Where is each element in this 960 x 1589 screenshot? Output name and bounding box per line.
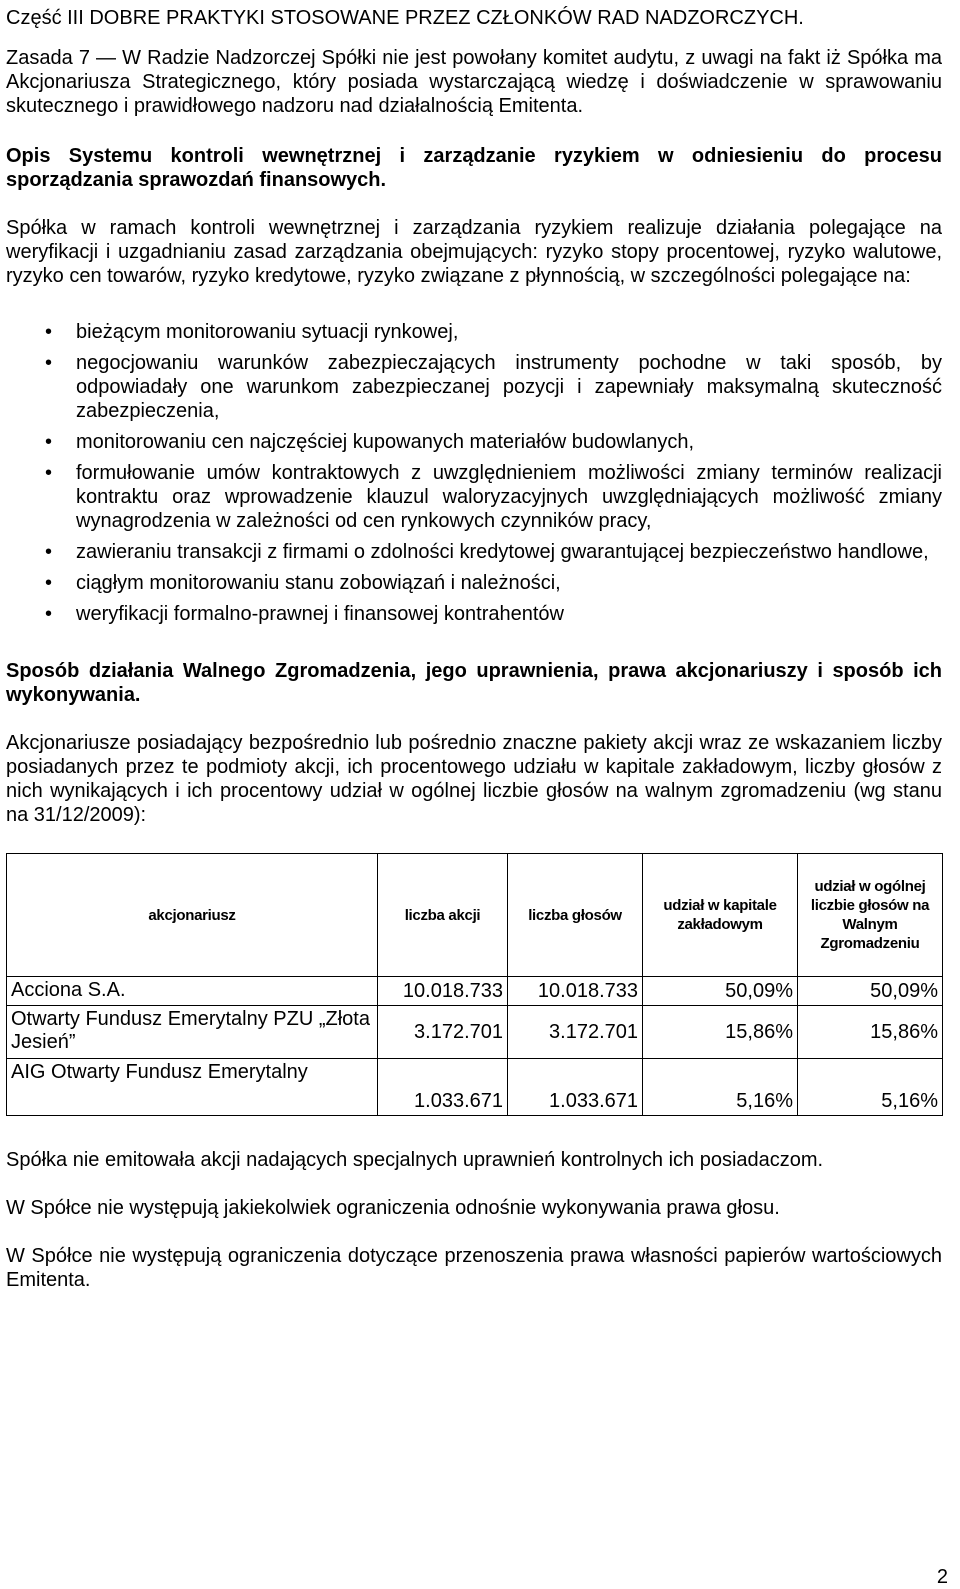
votes-count: 10.018.733 — [508, 977, 643, 1006]
shareholder-name: Acciona S.A. — [7, 977, 378, 1006]
header-capital-share: udział w kapitale zakładowym — [643, 854, 798, 977]
list-item: • ciągłym monitorowaniu stanu zobowiązań i należności, — [76, 571, 942, 595]
list-item: • formułowanie umów kontraktowych z uwzględnieniem możliwości zmiany terminów realizacji kontraktu oraz wprowadzenie klauzul waloryzacyjnych uwzględniających możliwość zmiany wynagrodzenia w zależności od cen rynkowych czynników pracy, — [76, 461, 942, 533]
table-row — [7, 1059, 943, 1116]
shareholders-table — [6, 853, 943, 1116]
list-item: • monitorowaniu cen najczęściej kupowanych materiałów budowlanych, — [76, 430, 942, 454]
principle-7-paragraph: Zasada 7 — W Radzie Nadzorczej Spółki nie jest powołany komitet audytu, z uwagi na fakt iż Spółka ma Akcjonariusza Strategicznego, który posiada wystarczającą wiedzę i doświadczenie w sprawowaniu skutecznego i prawidłowego nadzoru nad działalnością Emitenta. — [6, 47, 942, 117]
header-shares: liczba akcji — [378, 854, 508, 977]
list-item: • bieżącym monitorowaniu sytuacji rynkowej, — [76, 320, 942, 344]
part-title: Część III DOBRE PRAKTYKI STOSOWANE PRZEZ CZŁONKÓW RAD NADZORCZYCH. — [6, 7, 804, 29]
list-item: • weryfikacji formalno-prawnej i finansowej kontrahentów — [76, 602, 942, 626]
capital-share: 50,09% — [643, 977, 798, 1006]
special-shares-statement: Spółka nie emitowała akcji nadających specjalnych uprawnień kontrolnych ich posiadaczom. — [6, 1149, 824, 1171]
shareholders-intro-paragraph: Akcjonariusze posiadający bezpośrednio lub pośrednio znaczne pakiety akcji wraz ze wskazaniem liczby posiadanych przez te podmioty akcji, ich procentowego udziału w kapitale zakładowym, liczby głosów z nich wynikających i ich procentowy udział w ogólnej liczbie głosów na walnym zgromadzeniu (wg stanu na 31/12/2009): — [6, 732, 942, 826]
votes-share: 15,86% — [798, 1006, 943, 1059]
table-row — [7, 1006, 943, 1059]
page-number: 2 — [936, 1566, 948, 1588]
list-item: • negocjowaniu warunków zabezpieczających instrumenty pochodne w taki sposób, by odpowiadały one warunkom zabezpieczanej pozycji i zapewniały maksymalną skuteczność zabezpieczenia, — [76, 351, 942, 423]
votes-share: 50,09% — [798, 977, 943, 1006]
header-votes: liczba głosów — [508, 854, 643, 977]
transfer-limits-statement: W Spółce nie występują ograniczenia dotyczące przenoszenia prawa własności papierów wartościowych Emitenta. — [6, 1245, 942, 1291]
capital-share: 15,86% — [643, 1006, 798, 1059]
shares-count: 3.172.701 — [378, 1006, 508, 1059]
shares-count: 10.018.733 — [378, 977, 508, 1006]
table-header-row — [7, 854, 943, 977]
header-shareholder: akcjonariusz — [7, 854, 378, 977]
page-content — [6, 6, 942, 1292]
internal-control-heading: Opis Systemu kontroli wewnętrznej i zarządzanie ryzykiem w odniesieniu do procesu sporządzania sprawozdań finansowych. — [6, 145, 942, 191]
general-meeting-heading: Sposób działania Walnego Zgromadzenia, jego uprawnienia, prawa akcjonariuszy i sposób ich wykonywania. — [6, 660, 942, 706]
list-item: • zawieraniu transakcji z firmami o zdolności kredytowej gwarantującej bezpieczeństwo handlowe, — [76, 540, 942, 564]
risk-measures-list — [6, 320, 942, 626]
header-votes-share: udział w ogólnej liczbie głosów na Walnym Zgromadzeniu — [798, 854, 943, 977]
votes-count: 3.172.701 — [508, 1006, 643, 1059]
shareholder-name: AIG Otwarty Fundusz Emerytalny — [7, 1059, 378, 1116]
voting-limits-statement: W Spółce nie występują jakiekolwiek ograniczenia odnośnie wykonywania prawa głosu. — [6, 1197, 780, 1219]
internal-control-paragraph: Spółka w ramach kontroli wewnętrznej i zarządzania ryzykiem realizuje działania polegające na weryfikacji i uzgadnianiu zasad zarządzania obejmujących: ryzyko stopy procentowej, ryzyko walutowe, ryzyko cen towarów, ryzyko kredytowe, ryzyko związane z płynnością, w szczególności polegające na: — [6, 217, 942, 287]
table-row — [7, 977, 943, 1006]
votes-count: 1.033.671 — [508, 1059, 643, 1116]
capital-share: 5,16% — [643, 1059, 798, 1116]
shares-count: 1.033.671 — [378, 1059, 508, 1116]
shareholder-name: Otwarty Fundusz Emerytalny PZU „Złota Jesień” — [7, 1006, 378, 1059]
votes-share: 5,16% — [798, 1059, 943, 1116]
